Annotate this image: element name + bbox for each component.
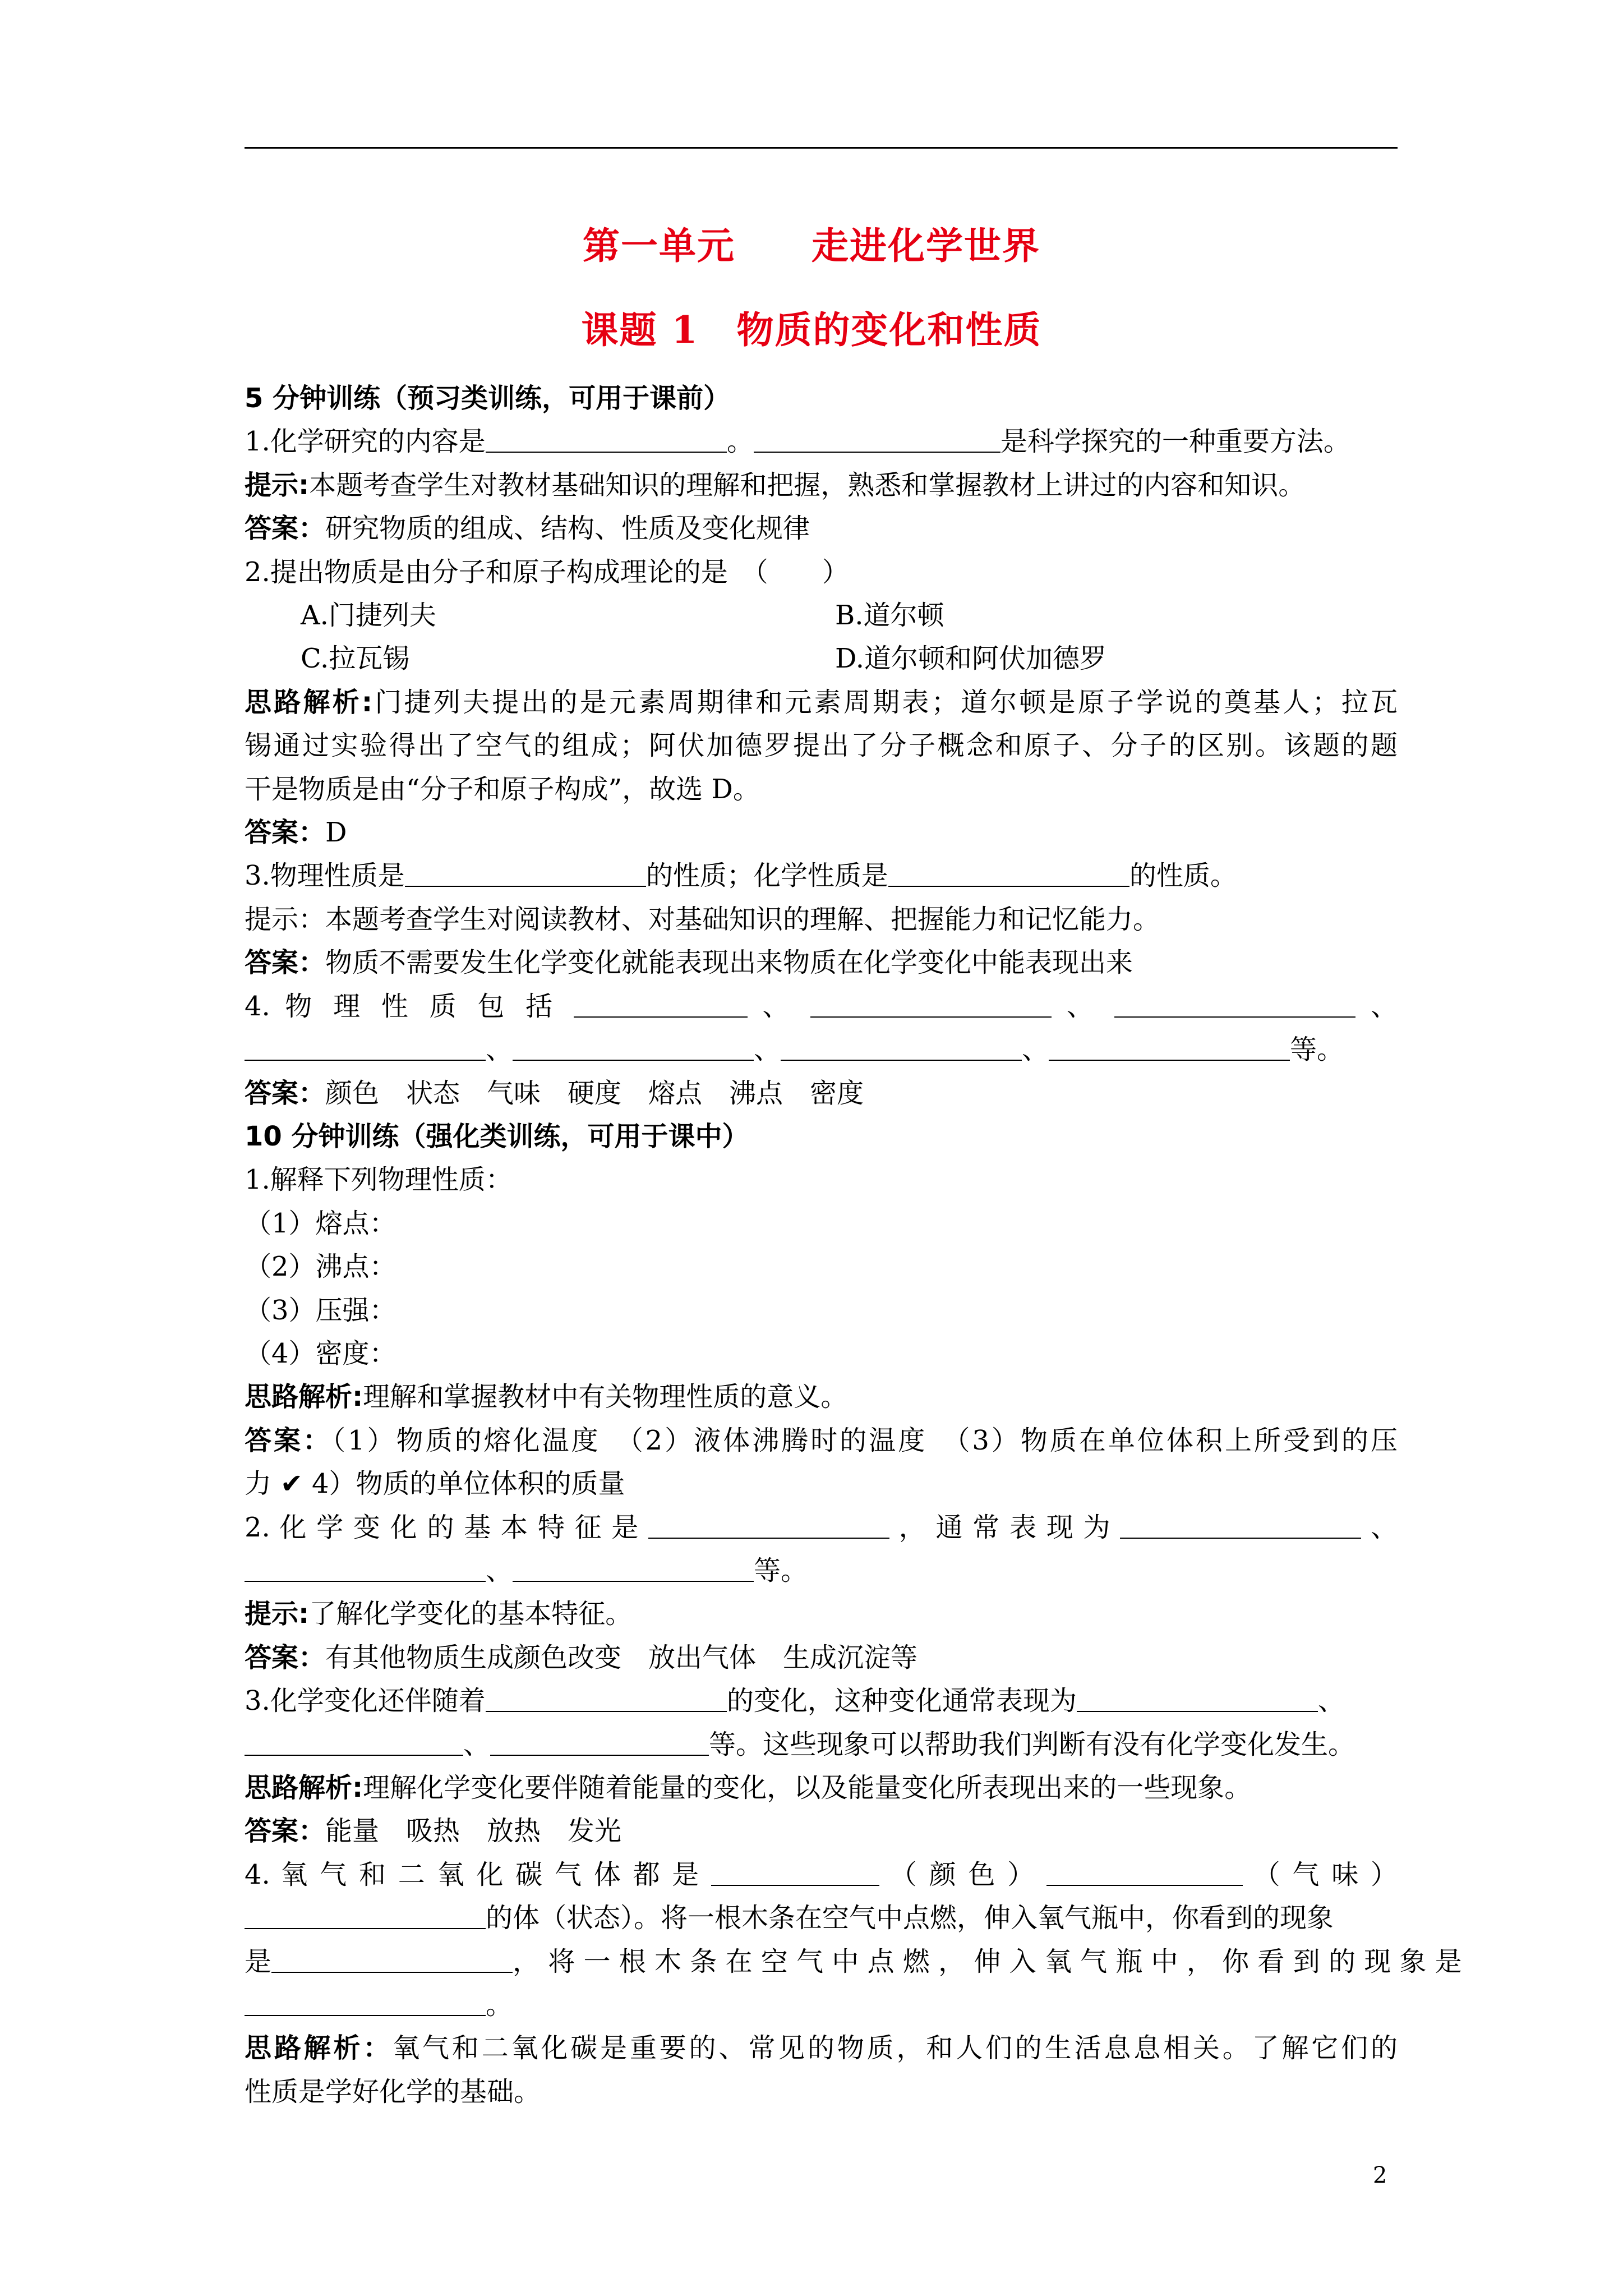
blank[interactable] xyxy=(754,425,1000,453)
option-a[interactable]: A.门捷列夫 xyxy=(301,600,436,632)
q10-3-analysis: 思路解析:理解化学变化要伴随着能量的变化，以及能量变化所表现出来的一些现象。 xyxy=(245,1772,1252,1803)
blank[interactable] xyxy=(574,990,748,1018)
q10-1-item: （2）沸点： xyxy=(245,1251,396,1283)
q10-1-answer: 答案：（1）物质的熔化温度 （2）液体沸腾时的温度 （3）物质在单位体积上所受到的压 xyxy=(245,1424,1398,1456)
section-heading-10min: 10 分钟训练（强化类训练，可用于课中） xyxy=(245,1120,749,1152)
blank[interactable] xyxy=(888,859,1129,887)
q10-4-cont2: 是 ， 将 一 根 木 条 在 空 气 中 点 燃 ， 伸 入 氧 气 瓶 中 ， 你 看 到 的 现 象 是 xyxy=(245,1945,1462,1977)
q10-3-answer: 答案：能量 吸热 放热 发光 xyxy=(245,1815,622,1847)
unit-title: 第一单元 走进化学世界 xyxy=(583,224,1040,268)
q5-2: 2.提出物质是由分子和原子构成理论的是 （ ） xyxy=(245,556,849,588)
section-heading-5min: 5 分钟训练（预习类训练，可用于课前） xyxy=(245,383,731,414)
q10-3-cont: 、 等。这些现象可以帮助我们判断有没有化学变化发生。 xyxy=(245,1723,1398,1766)
check-mark-icon: ✔ xyxy=(280,1468,303,1500)
q10-2-cont: 、 等。 xyxy=(245,1549,1398,1593)
q10-1-item: （4）密度： xyxy=(245,1337,396,1369)
blank[interactable] xyxy=(810,990,1052,1018)
q10-1: 1.解释下列物理性质： xyxy=(245,1164,513,1196)
blank[interactable] xyxy=(1077,1684,1318,1712)
q5-3: 3.物理性质是 的性质；化学性质是 的性质。 xyxy=(245,860,1237,892)
blank[interactable] xyxy=(1120,1511,1361,1539)
blank[interactable] xyxy=(1114,990,1355,1018)
q5-2-analysis: 思路解析:门捷列夫提出的是元素周期律和元素周期表；道尔顿是原子学说的奠基人；拉瓦 xyxy=(245,686,1398,718)
page-number: 2 xyxy=(1373,2162,1387,2188)
blank[interactable] xyxy=(490,1728,709,1756)
blank[interactable] xyxy=(513,1554,754,1582)
blank[interactable] xyxy=(711,1858,879,1886)
blank[interactable] xyxy=(1049,1033,1290,1061)
blank[interactable] xyxy=(781,1033,1022,1061)
q10-1-analysis: 思路解析:理解和掌握教材中有关物理性质的意义。 xyxy=(245,1381,848,1413)
q10-2-answer: 答案：有其他物质生成颜色改变 放出气体 生成沉淀等 xyxy=(245,1641,918,1673)
q5-3-hint: 提示：本题考查学生对阅读教材、对基础知识的理解、把握能力和记忆能力。 xyxy=(245,903,1160,935)
q10-2-hint: 提示:了解化学变化的基本特征。 xyxy=(245,1598,633,1630)
q10-4-cont3: 。 xyxy=(245,1984,1398,2027)
q10-1-item: （3）压强： xyxy=(245,1294,396,1326)
q5-1-answer: 答案：研究物质的组成、结构、性质及变化规律 xyxy=(245,513,810,545)
lesson-title: 课题 1 物质的变化和性质 xyxy=(581,308,1042,352)
q5-4: 4. 物 理 性 质 包 括 、 、 、 xyxy=(245,990,1398,1022)
q5-2-analysis-end: 干是物质是由“分子和原子构成”，故选 D。 xyxy=(245,773,760,805)
header-rule xyxy=(245,147,1398,149)
blank[interactable] xyxy=(405,859,646,887)
q5-4-answer: 答案：颜色 状态 气味 硬度 熔点 沸点 密度 xyxy=(245,1077,864,1109)
blank[interactable] xyxy=(1046,1858,1243,1886)
blank[interactable] xyxy=(271,1945,513,1973)
blank[interactable] xyxy=(245,1033,486,1061)
q5-1-hint: 提示:本题考查学生对教材基础知识的理解和把握，熟悉和掌握教材上讲过的内容和知识。 xyxy=(245,469,1306,501)
q10-1-answer-cont: 力 ✔ 4）物质的单位体积的质量 xyxy=(245,1462,1398,1506)
q10-4-analysis: 思路解析：氧气和二氧化碳是重要的、常见的物质，和人们的生活息息相关。了解它们的 xyxy=(245,2032,1398,2064)
q5-3-answer: 答案：物质不需要发生化学变化就能表现出来物质在化学变化中能表现出来 xyxy=(245,947,1133,979)
blank[interactable] xyxy=(245,1554,486,1582)
blank[interactable] xyxy=(245,1728,463,1756)
q5-2-options-row1 xyxy=(245,594,1398,637)
option-c[interactable]: C.拉瓦锡 xyxy=(301,643,410,675)
q10-1-item: （1）熔点： xyxy=(245,1207,396,1239)
q10-2: 2. 化 学 变 化 的 基 本 特 征 是 ， 通 常 表 现 为 、 xyxy=(245,1511,1398,1543)
blank[interactable] xyxy=(513,1033,754,1061)
blank[interactable] xyxy=(486,1684,727,1712)
q10-4-analysis-cont: 性质是学好化学的基础。 xyxy=(245,2076,541,2108)
q10-3: 3.化学变化还伴随着 的变化，这种变化通常表现为 、 xyxy=(245,1685,1345,1717)
q5-2-analysis-cont: 锡通过实验得出了空气的组成；阿伏加德罗提出了分子概念和原子、分子的区别。该题的题 xyxy=(245,730,1398,762)
blank[interactable] xyxy=(648,1511,889,1539)
q5-2-options-row2 xyxy=(245,637,1398,680)
option-d[interactable]: D.道尔顿和阿伏加德罗 xyxy=(835,643,1107,675)
q10-4: 4. 氧 气 和 二 氧 化 碳 气 体 都 是 （ 颜 色 ） （ 气 味 ） xyxy=(245,1858,1398,1890)
q5-2-answer: 答案：D xyxy=(245,817,347,849)
worksheet-body xyxy=(245,377,1462,2114)
q5-1: 1.化学研究的内容是 。 是科学探究的一种重要方法。 xyxy=(245,426,1350,458)
blank[interactable] xyxy=(245,1988,486,2016)
q5-4-cont: 、 、 、 等。 xyxy=(245,1028,1398,1071)
q10-4-cont: 的体（状态）。将一根木条在空气中点燃，伸入氧气瓶中，你看到的现象 xyxy=(245,1897,1398,1940)
blank[interactable] xyxy=(245,1901,486,1929)
option-b[interactable]: B.道尔顿 xyxy=(835,600,944,632)
blank[interactable] xyxy=(486,425,727,453)
